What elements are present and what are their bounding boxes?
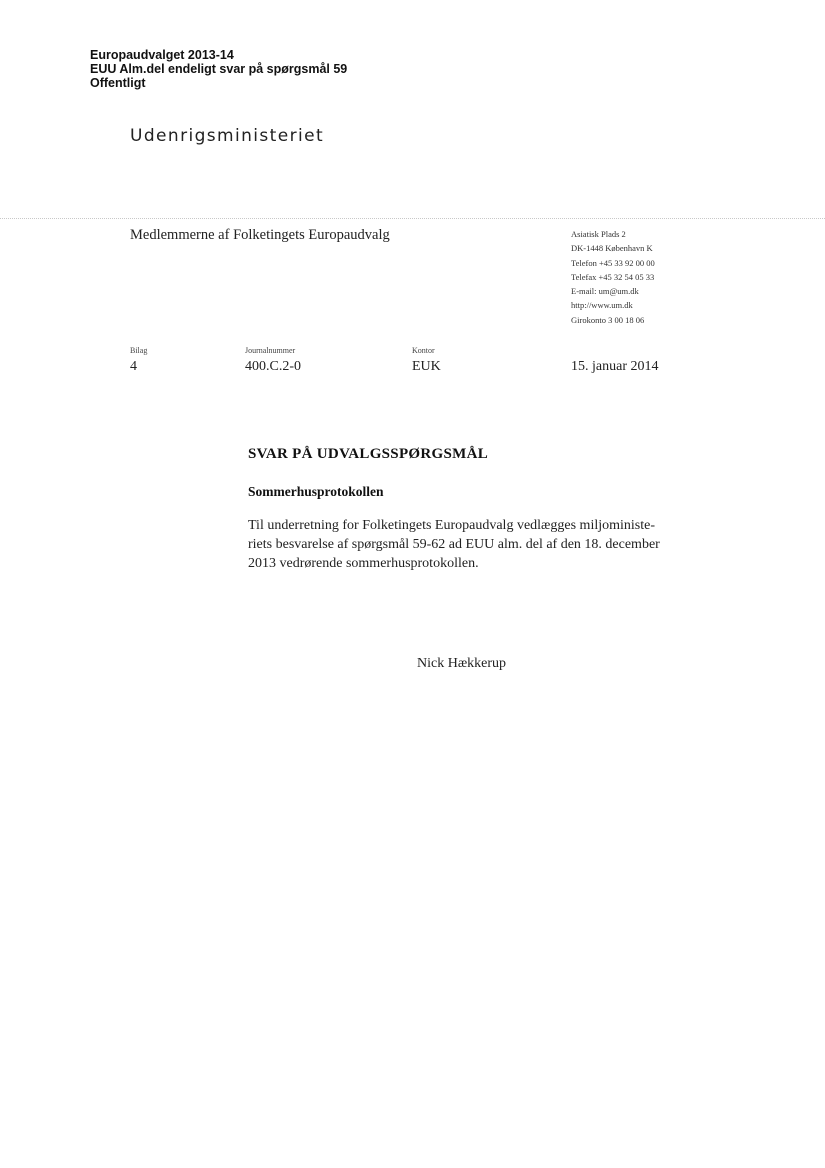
header-divider xyxy=(0,218,825,219)
sender-address-block xyxy=(571,227,655,327)
stamp-committee: Europaudvalget 2013-14 xyxy=(90,48,234,62)
address-fax: Telefax +45 32 54 05 33 xyxy=(571,271,655,282)
body-line: riets besvarelse af spørgsmål 59-62 ad EUU alm. del af den 18. december xyxy=(248,537,660,552)
letter-subject: SVAR PÅ UDVALGSSPØRGSMÅL xyxy=(248,446,489,462)
bilag-value: 4 xyxy=(130,359,137,374)
letter-subtitle: Sommerhusprotokollen xyxy=(248,484,384,499)
address-street: Asiatisk Plads 2 xyxy=(571,229,626,239)
letter-date: 15. januar 2014 xyxy=(571,359,659,374)
address-website: http://www.um.dk xyxy=(571,300,633,311)
address-giro: Girokonto 3 00 18 06 xyxy=(571,314,645,325)
address-email: E-mail: um@um.dk xyxy=(571,286,639,297)
letter-body xyxy=(248,516,660,573)
kontor-value: EUK xyxy=(412,359,441,374)
ministry-logo-text: Udenrigsministeriet xyxy=(130,126,325,146)
body-line: 2013 vedrørende sommerhusprotokollen. xyxy=(248,556,479,571)
address-city: DK-1448 København K xyxy=(571,243,653,254)
stamp-status: Offentligt xyxy=(90,76,146,90)
kontor-label: Kontor xyxy=(412,346,435,355)
bilag-label: Bilag xyxy=(130,346,148,355)
document-stamp xyxy=(90,48,347,90)
address-phone: Telefon +45 33 92 00 00 xyxy=(571,257,655,268)
signature: Nick Hækkerup xyxy=(417,656,507,671)
journal-label: Journalnummer xyxy=(245,346,296,355)
body-line: Til underretning for Folketingets Europaudvalg vedlægges miljoministe- xyxy=(248,518,655,533)
recipient: Medlemmerne af Folketingets Europaudvalg xyxy=(130,227,390,243)
stamp-reference: EUU Alm.del endeligt svar på spørgsmål 59 xyxy=(90,62,348,76)
journal-value: 400.C.2-0 xyxy=(245,359,301,374)
